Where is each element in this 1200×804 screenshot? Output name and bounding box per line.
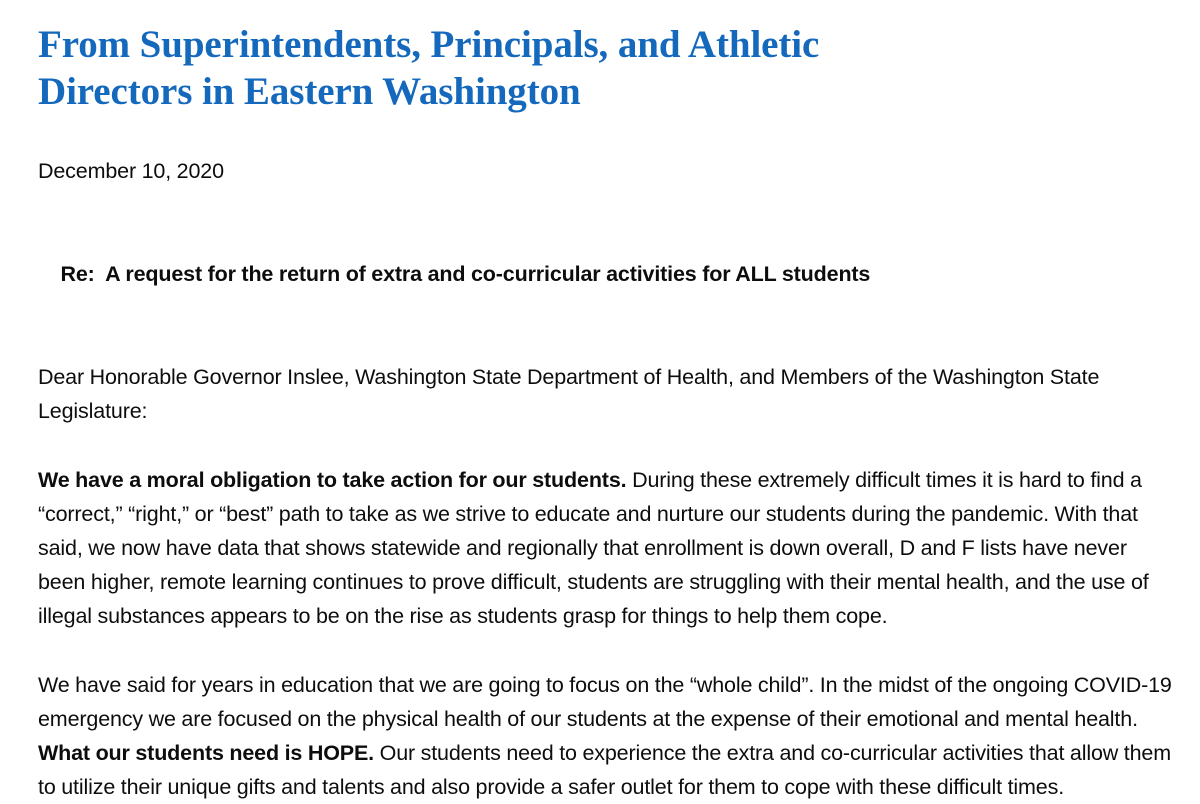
subject-text: A request for the return of extra and co-curricular activities for ALL students <box>105 262 871 286</box>
paragraph-1-lead-bold: We have a moral obligation to take action for our students. <box>38 468 627 492</box>
subject-label: Re: <box>60 262 95 286</box>
paragraph-2-before-bold: We have said for years in education that we are going to focus on the “whole child”. In the midst of the ongoing COVID-19 emergency we are focused on the physical health of our students at the expense of their emotional and mental health. <box>38 673 1172 731</box>
page-title: From Superintendents, Principals, and Athletic Directors in Eastern Washington <box>38 23 820 113</box>
salutation: Dear Honorable Governor Inslee, Washington State Department of Health, and Members of the Washington State Legislature: <box>38 365 1100 423</box>
paragraph-1 <box>38 463 1172 633</box>
paragraph-2-after-bold: Our students need to experience the extra and co-curricular activities that allow them to utilize their unique gifts and talents and also provide a safer outlet for them to cope with these difficult times. <box>38 741 1171 799</box>
paragraph-2-bold-emphasis: What our students need is HOPE. <box>38 741 374 765</box>
subject-spacer <box>95 262 105 286</box>
paragraph-1-body: During these extremely difficult times it is hard to find a “correct,” “right,” or “best” path to take as we strive to educate and nurture our students during the pandemic. With that said, we now have data that shows statewide and regionally that enrollment is down overall, D and F lists have never been higher, remote learning continues to prove difficult, students are struggling with their mental health, and the use of illegal substances appears to be on the rise as students grasp for things to help them cope. <box>38 468 1149 628</box>
paragraph-2 <box>38 668 1172 804</box>
subject-line <box>38 223 1172 325</box>
date-line: December 10, 2020 <box>38 159 224 183</box>
